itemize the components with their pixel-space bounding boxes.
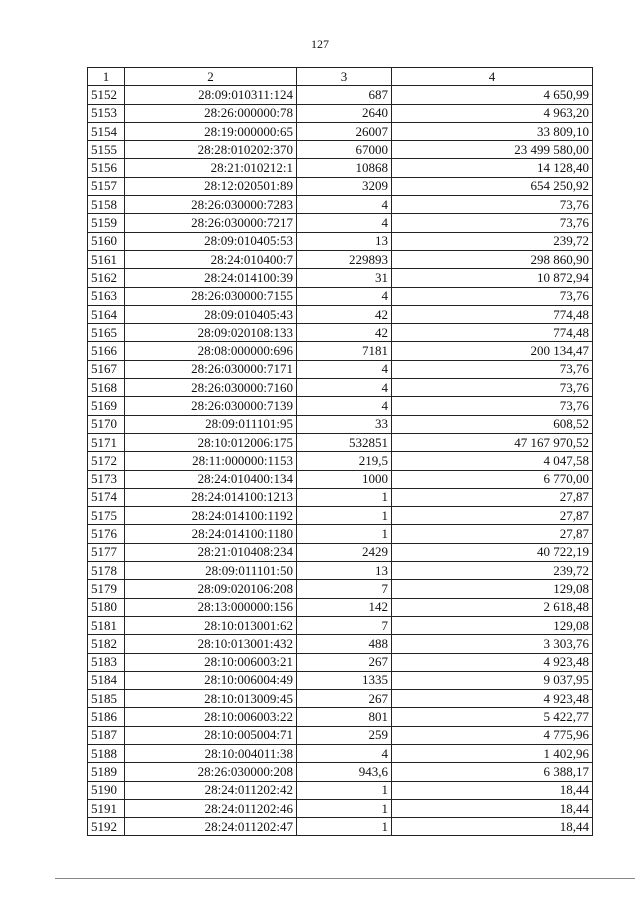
area-cell: 1 <box>297 488 392 506</box>
area-cell: 2429 <box>297 543 392 561</box>
table-row <box>88 305 593 323</box>
table-row <box>88 342 593 360</box>
row-number-cell: 5164 <box>88 305 125 323</box>
value-cell: 4 047,58 <box>392 452 593 470</box>
value-cell: 298 860,90 <box>392 250 593 268</box>
table-row <box>88 452 593 470</box>
table-row <box>88 86 593 104</box>
area-cell: 4 <box>297 196 392 214</box>
table-row <box>88 671 593 689</box>
cadastral-number-cell: 28:12:020501:89 <box>125 177 297 195</box>
value-cell: 9 037,95 <box>392 671 593 689</box>
row-number-cell: 5185 <box>88 690 125 708</box>
value-cell: 4 963,20 <box>392 104 593 122</box>
row-number-cell: 5179 <box>88 580 125 598</box>
area-cell: 7 <box>297 580 392 598</box>
row-number-cell: 5163 <box>88 287 125 305</box>
area-cell: 267 <box>297 653 392 671</box>
row-number-cell: 5160 <box>88 232 125 250</box>
cadastral-number-cell: 28:24:014100:1180 <box>125 525 297 543</box>
data-table <box>87 67 593 836</box>
row-number-cell: 5157 <box>88 177 125 195</box>
value-cell: 10 872,94 <box>392 269 593 287</box>
table-row <box>88 616 593 634</box>
table-row <box>88 287 593 305</box>
row-number-cell: 5174 <box>88 488 125 506</box>
value-cell: 239,72 <box>392 232 593 250</box>
value-cell: 5 422,77 <box>392 708 593 726</box>
table-row <box>88 744 593 762</box>
row-number-cell: 5171 <box>88 433 125 451</box>
table-row <box>88 690 593 708</box>
area-cell: 13 <box>297 232 392 250</box>
cadastral-number-cell: 28:26:030000:7171 <box>125 360 297 378</box>
value-cell: 3 303,76 <box>392 635 593 653</box>
cadastral-number-cell: 28:28:010202:370 <box>125 141 297 159</box>
area-cell: 4 <box>297 379 392 397</box>
area-cell: 1 <box>297 507 392 525</box>
table-row <box>88 818 593 836</box>
row-number-cell: 5191 <box>88 799 125 817</box>
value-cell: 73,76 <box>392 214 593 232</box>
cadastral-number-cell: 28:24:010400:134 <box>125 470 297 488</box>
cadastral-number-cell: 28:24:011202:42 <box>125 781 297 799</box>
row-number-cell: 5181 <box>88 616 125 634</box>
row-number-cell: 5187 <box>88 726 125 744</box>
area-cell: 943,6 <box>297 763 392 781</box>
cadastral-number-cell: 28:10:013001:432 <box>125 635 297 653</box>
table-row <box>88 269 593 287</box>
row-number-cell: 5172 <box>88 452 125 470</box>
column-header-2: 2 <box>125 68 297 86</box>
value-cell: 774,48 <box>392 305 593 323</box>
table-row <box>88 543 593 561</box>
cadastral-number-cell: 28:21:010212:1 <box>125 159 297 177</box>
area-cell: 801 <box>297 708 392 726</box>
row-number-cell: 5168 <box>88 379 125 397</box>
row-number-cell: 5178 <box>88 562 125 580</box>
area-cell: 42 <box>297 324 392 342</box>
table-row <box>88 653 593 671</box>
table-row <box>88 415 593 433</box>
cadastral-number-cell: 28:26:030000:7217 <box>125 214 297 232</box>
area-cell: 3209 <box>297 177 392 195</box>
area-cell: 1000 <box>297 470 392 488</box>
cadastral-number-cell: 28:09:020108:133 <box>125 324 297 342</box>
value-cell: 654 250,92 <box>392 177 593 195</box>
value-cell: 73,76 <box>392 397 593 415</box>
cadastral-number-cell: 28:26:030000:7139 <box>125 397 297 415</box>
value-cell: 774,48 <box>392 324 593 342</box>
table-row <box>88 488 593 506</box>
header-row <box>88 68 593 86</box>
row-number-cell: 5153 <box>88 104 125 122</box>
table-row <box>88 104 593 122</box>
table-row <box>88 232 593 250</box>
value-cell: 4 923,48 <box>392 690 593 708</box>
row-number-cell: 5173 <box>88 470 125 488</box>
table-row <box>88 250 593 268</box>
value-cell: 608,52 <box>392 415 593 433</box>
row-number-cell: 5162 <box>88 269 125 287</box>
value-cell: 18,44 <box>392 818 593 836</box>
area-cell: 7181 <box>297 342 392 360</box>
value-cell: 4 775,96 <box>392 726 593 744</box>
table-header <box>88 68 593 86</box>
cadastral-number-cell: 28:09:011101:95 <box>125 415 297 433</box>
page-number: 127 <box>311 37 329 51</box>
row-number-cell: 5188 <box>88 744 125 762</box>
area-cell: 1 <box>297 781 392 799</box>
row-number-cell: 5158 <box>88 196 125 214</box>
cadastral-number-cell: 28:10:006004:49 <box>125 671 297 689</box>
cadastral-number-cell: 28:10:005004:71 <box>125 726 297 744</box>
cadastral-number-cell: 28:09:010405:43 <box>125 305 297 323</box>
row-number-cell: 5177 <box>88 543 125 561</box>
row-number-cell: 5169 <box>88 397 125 415</box>
table-row <box>88 214 593 232</box>
cadastral-number-cell: 28:24:011202:46 <box>125 799 297 817</box>
cadastral-number-cell: 28:24:010400:7 <box>125 250 297 268</box>
table-row <box>88 562 593 580</box>
column-header-3: 3 <box>297 68 392 86</box>
row-number-cell: 5156 <box>88 159 125 177</box>
row-number-cell: 5170 <box>88 415 125 433</box>
cadastral-number-cell: 28:10:006003:21 <box>125 653 297 671</box>
table-row <box>88 397 593 415</box>
value-cell: 4 923,48 <box>392 653 593 671</box>
row-number-cell: 5161 <box>88 250 125 268</box>
cadastral-number-cell: 28:13:000000:156 <box>125 598 297 616</box>
column-header-1: 1 <box>88 68 125 86</box>
table-row <box>88 360 593 378</box>
table-row <box>88 799 593 817</box>
row-number-cell: 5180 <box>88 598 125 616</box>
value-cell: 27,87 <box>392 488 593 506</box>
table-body <box>88 86 593 836</box>
cadastral-number-cell: 28:08:000000:696 <box>125 342 297 360</box>
area-cell: 267 <box>297 690 392 708</box>
row-number-cell: 5152 <box>88 86 125 104</box>
value-cell: 129,08 <box>392 616 593 634</box>
area-cell: 67000 <box>297 141 392 159</box>
cadastral-number-cell: 28:24:014100:1192 <box>125 507 297 525</box>
area-cell: 31 <box>297 269 392 287</box>
row-number-cell: 5165 <box>88 324 125 342</box>
cadastral-number-cell: 28:09:011101:50 <box>125 562 297 580</box>
row-number-cell: 5189 <box>88 763 125 781</box>
area-cell: 1 <box>297 818 392 836</box>
cadastral-number-cell: 28:26:030000:7160 <box>125 379 297 397</box>
value-cell: 23 499 580,00 <box>392 141 593 159</box>
area-cell: 2640 <box>297 104 392 122</box>
table-row <box>88 177 593 195</box>
value-cell: 2 618,48 <box>392 598 593 616</box>
table-row <box>88 598 593 616</box>
cadastral-number-cell: 28:26:000000:78 <box>125 104 297 122</box>
area-cell: 1 <box>297 525 392 543</box>
cadastral-number-cell: 28:24:011202:47 <box>125 818 297 836</box>
area-cell: 4 <box>297 397 392 415</box>
table-row <box>88 470 593 488</box>
table-row <box>88 781 593 799</box>
area-cell: 4 <box>297 360 392 378</box>
table-row <box>88 379 593 397</box>
value-cell: 4 650,99 <box>392 86 593 104</box>
value-cell: 18,44 <box>392 799 593 817</box>
cadastral-number-cell: 28:24:014100:39 <box>125 269 297 287</box>
table-row <box>88 708 593 726</box>
table-row <box>88 726 593 744</box>
cadastral-number-cell: 28:10:006003:22 <box>125 708 297 726</box>
area-cell: 42 <box>297 305 392 323</box>
area-cell: 4 <box>297 214 392 232</box>
table-row <box>88 507 593 525</box>
cadastral-number-cell: 28:26:030000:7283 <box>125 196 297 214</box>
value-cell: 6 770,00 <box>392 470 593 488</box>
cadastral-number-cell: 28:24:014100:1213 <box>125 488 297 506</box>
value-cell: 6 388,17 <box>392 763 593 781</box>
table-row <box>88 763 593 781</box>
value-cell: 73,76 <box>392 379 593 397</box>
value-cell: 129,08 <box>392 580 593 598</box>
table-row <box>88 324 593 342</box>
bottom-divider <box>55 878 635 879</box>
cadastral-number-cell: 28:26:030000:7155 <box>125 287 297 305</box>
area-cell: 33 <box>297 415 392 433</box>
value-cell: 73,76 <box>392 360 593 378</box>
cadastral-number-cell: 28:10:013001:62 <box>125 616 297 634</box>
row-number-cell: 5176 <box>88 525 125 543</box>
table-row <box>88 159 593 177</box>
row-number-cell: 5159 <box>88 214 125 232</box>
row-number-cell: 5166 <box>88 342 125 360</box>
row-number-cell: 5155 <box>88 141 125 159</box>
value-cell: 40 722,19 <box>392 543 593 561</box>
cadastral-number-cell: 28:09:020106:208 <box>125 580 297 598</box>
table-row <box>88 122 593 140</box>
cadastral-number-cell: 28:21:010408:234 <box>125 543 297 561</box>
value-cell: 73,76 <box>392 287 593 305</box>
table-row <box>88 525 593 543</box>
cadastral-number-cell: 28:09:010311:124 <box>125 86 297 104</box>
value-cell: 47 167 970,52 <box>392 433 593 451</box>
cadastral-number-cell: 28:19:000000:65 <box>125 122 297 140</box>
area-cell: 4 <box>297 744 392 762</box>
row-number-cell: 5186 <box>88 708 125 726</box>
area-cell: 687 <box>297 86 392 104</box>
area-cell: 532851 <box>297 433 392 451</box>
table-row <box>88 580 593 598</box>
area-cell: 219,5 <box>297 452 392 470</box>
row-number-cell: 5167 <box>88 360 125 378</box>
cadastral-number-cell: 28:26:030000:208 <box>125 763 297 781</box>
area-cell: 1 <box>297 799 392 817</box>
table-row <box>88 196 593 214</box>
value-cell: 18,44 <box>392 781 593 799</box>
row-number-cell: 5183 <box>88 653 125 671</box>
table-row <box>88 635 593 653</box>
value-cell: 33 809,10 <box>392 122 593 140</box>
value-cell: 239,72 <box>392 562 593 580</box>
area-cell: 488 <box>297 635 392 653</box>
area-cell: 142 <box>297 598 392 616</box>
area-cell: 259 <box>297 726 392 744</box>
area-cell: 229893 <box>297 250 392 268</box>
value-cell: 1 402,96 <box>392 744 593 762</box>
value-cell: 200 134,47 <box>392 342 593 360</box>
cadastral-number-cell: 28:11:000000:1153 <box>125 452 297 470</box>
value-cell: 27,87 <box>392 525 593 543</box>
table-row <box>88 141 593 159</box>
cadastral-number-cell: 28:09:010405:53 <box>125 232 297 250</box>
row-number-cell: 5182 <box>88 635 125 653</box>
row-number-cell: 5192 <box>88 818 125 836</box>
cadastral-number-cell: 28:10:012006:175 <box>125 433 297 451</box>
cadastral-number-cell: 28:10:013009:45 <box>125 690 297 708</box>
area-cell: 13 <box>297 562 392 580</box>
cadastral-number-cell: 28:10:004011:38 <box>125 744 297 762</box>
row-number-cell: 5154 <box>88 122 125 140</box>
row-number-cell: 5175 <box>88 507 125 525</box>
row-number-cell: 5190 <box>88 781 125 799</box>
value-cell: 14 128,40 <box>392 159 593 177</box>
column-header-4: 4 <box>392 68 593 86</box>
value-cell: 73,76 <box>392 196 593 214</box>
table-row <box>88 433 593 451</box>
area-cell: 4 <box>297 287 392 305</box>
area-cell: 10868 <box>297 159 392 177</box>
area-cell: 1335 <box>297 671 392 689</box>
area-cell: 7 <box>297 616 392 634</box>
area-cell: 26007 <box>297 122 392 140</box>
row-number-cell: 5184 <box>88 671 125 689</box>
value-cell: 27,87 <box>392 507 593 525</box>
